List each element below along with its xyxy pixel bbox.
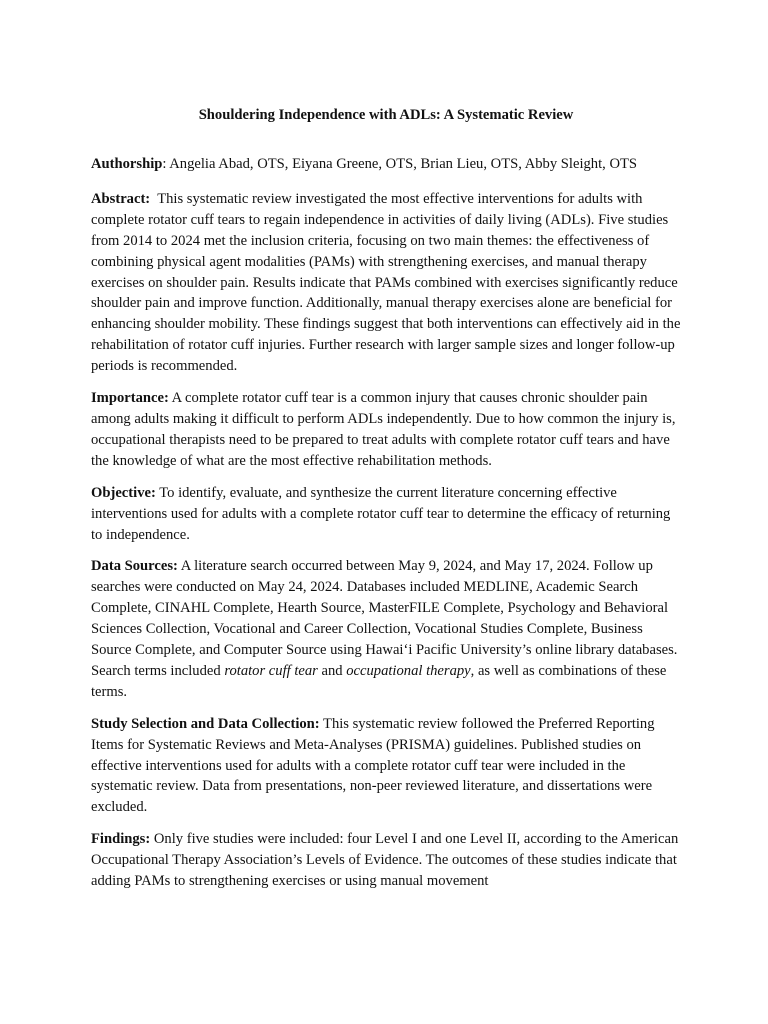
data-sources-label: Data Sources: [91,558,178,575]
importance-text: A complete rotator cuff tear is a common injury that causes chronic shoulder pain among adults making it difficult to perform ADLs independently. Due to how common the injury is, occupational therapists need to be prepared to treat adults with complete rotator cuff tears and have the knowledge of what are the most effective rehabilitation methods. [91,390,676,469]
objective-text: To identify, evaluate, and synthesize the current literature concerning effective interventions used for adults with a complete rotator cuff tear to determine the efficacy of returning to independence. [91,484,671,543]
data-sources-paragraph [91,556,681,702]
importance-label: Importance: [91,390,169,407]
study-selection-paragraph [91,714,681,819]
findings-label: Findings: [91,831,151,848]
authorship-text: : Angelia Abad, OTS, Eiyana Greene, OTS, Brian Lieu, OTS, Abby Sleight, OTS [162,156,638,172]
authorship-label: Authorship [91,156,163,172]
study-selection-text: This systematic review followed the Preferred Reporting Items for Systematic Reviews and Meta-Analyses (PRISMA) guidelines. Published studies on effective interventions used for adults with a complete rotator cuff tear were included in the systematic review. Data from presentations, non-peer reviewed literature, and dissertations were excluded. [91,715,655,816]
document-page [91,104,685,903]
findings-text: Only five studies were included: four Level I and one Level II, according to the American Occupational Therapy Association’s Levels of Evidence. The outcomes of these studies indicate that adding PAMs to strengthening exercises or using manual movement [91,831,679,890]
abstract-paragraph [91,189,685,377]
data-sources-text-2: and [317,662,347,679]
objective-label: Objective: [91,484,156,501]
objective-paragraph [91,483,681,546]
findings-paragraph [91,829,681,892]
study-selection-label: Study Selection and Data Collection: [91,715,320,732]
abstract-text: This systematic review investigated the most effective interventions for adults with complete rotator cuff tears to regain independence in activities of daily living (ADLs). Five studies from 2014 to 2024 met the inclusion criteria, focusing on two main themes: the effectiveness of combining physical agent modalities (PAMs) with strengthening exercises, and manual therapy exercises on shoulder pain. Results indicate that PAMs combined with exercises significantly reduce shoulder pain and improve function. Additionally, manual therapy exercises alone are beneficial for enhancing shoulder mobility. These findings suggest that both interventions can effectively aid in the rehabilitation of rotator cuff injuries. Further research with larger sample sizes and longer follow-up periods is recommended. [91,190,685,375]
search-term-occupational-therapy: occupational therapy [346,662,471,679]
abstract-label: Abstract: [91,190,151,207]
data-sources-text-1: A literature search occurred between May 9, 2024, and May 17, 2024. Follow up searches were conducted on May 24, 2024. Databases included MEDLINE, Academic Search Complete, CINAHL Complete, Hearth Source, MasterFILE Complete, Psychology and Behavioral Sciences Collection, Vocational and Career Collection, Vocational Studies Complete, Business Source Complete, and Computer Source using Hawai‘i Pacific University’s online library databases. Search terms included [91,558,678,679]
paper-title: Shouldering Independence with ADLs: A Systematic Review [198,107,574,123]
authorship-paragraph [91,154,681,175]
search-term-rotator-cuff-tear: rotator cuff tear [224,662,318,679]
importance-paragraph [91,388,681,472]
data-sources-text-3: , as well as combinations of these terms. [91,662,667,700]
